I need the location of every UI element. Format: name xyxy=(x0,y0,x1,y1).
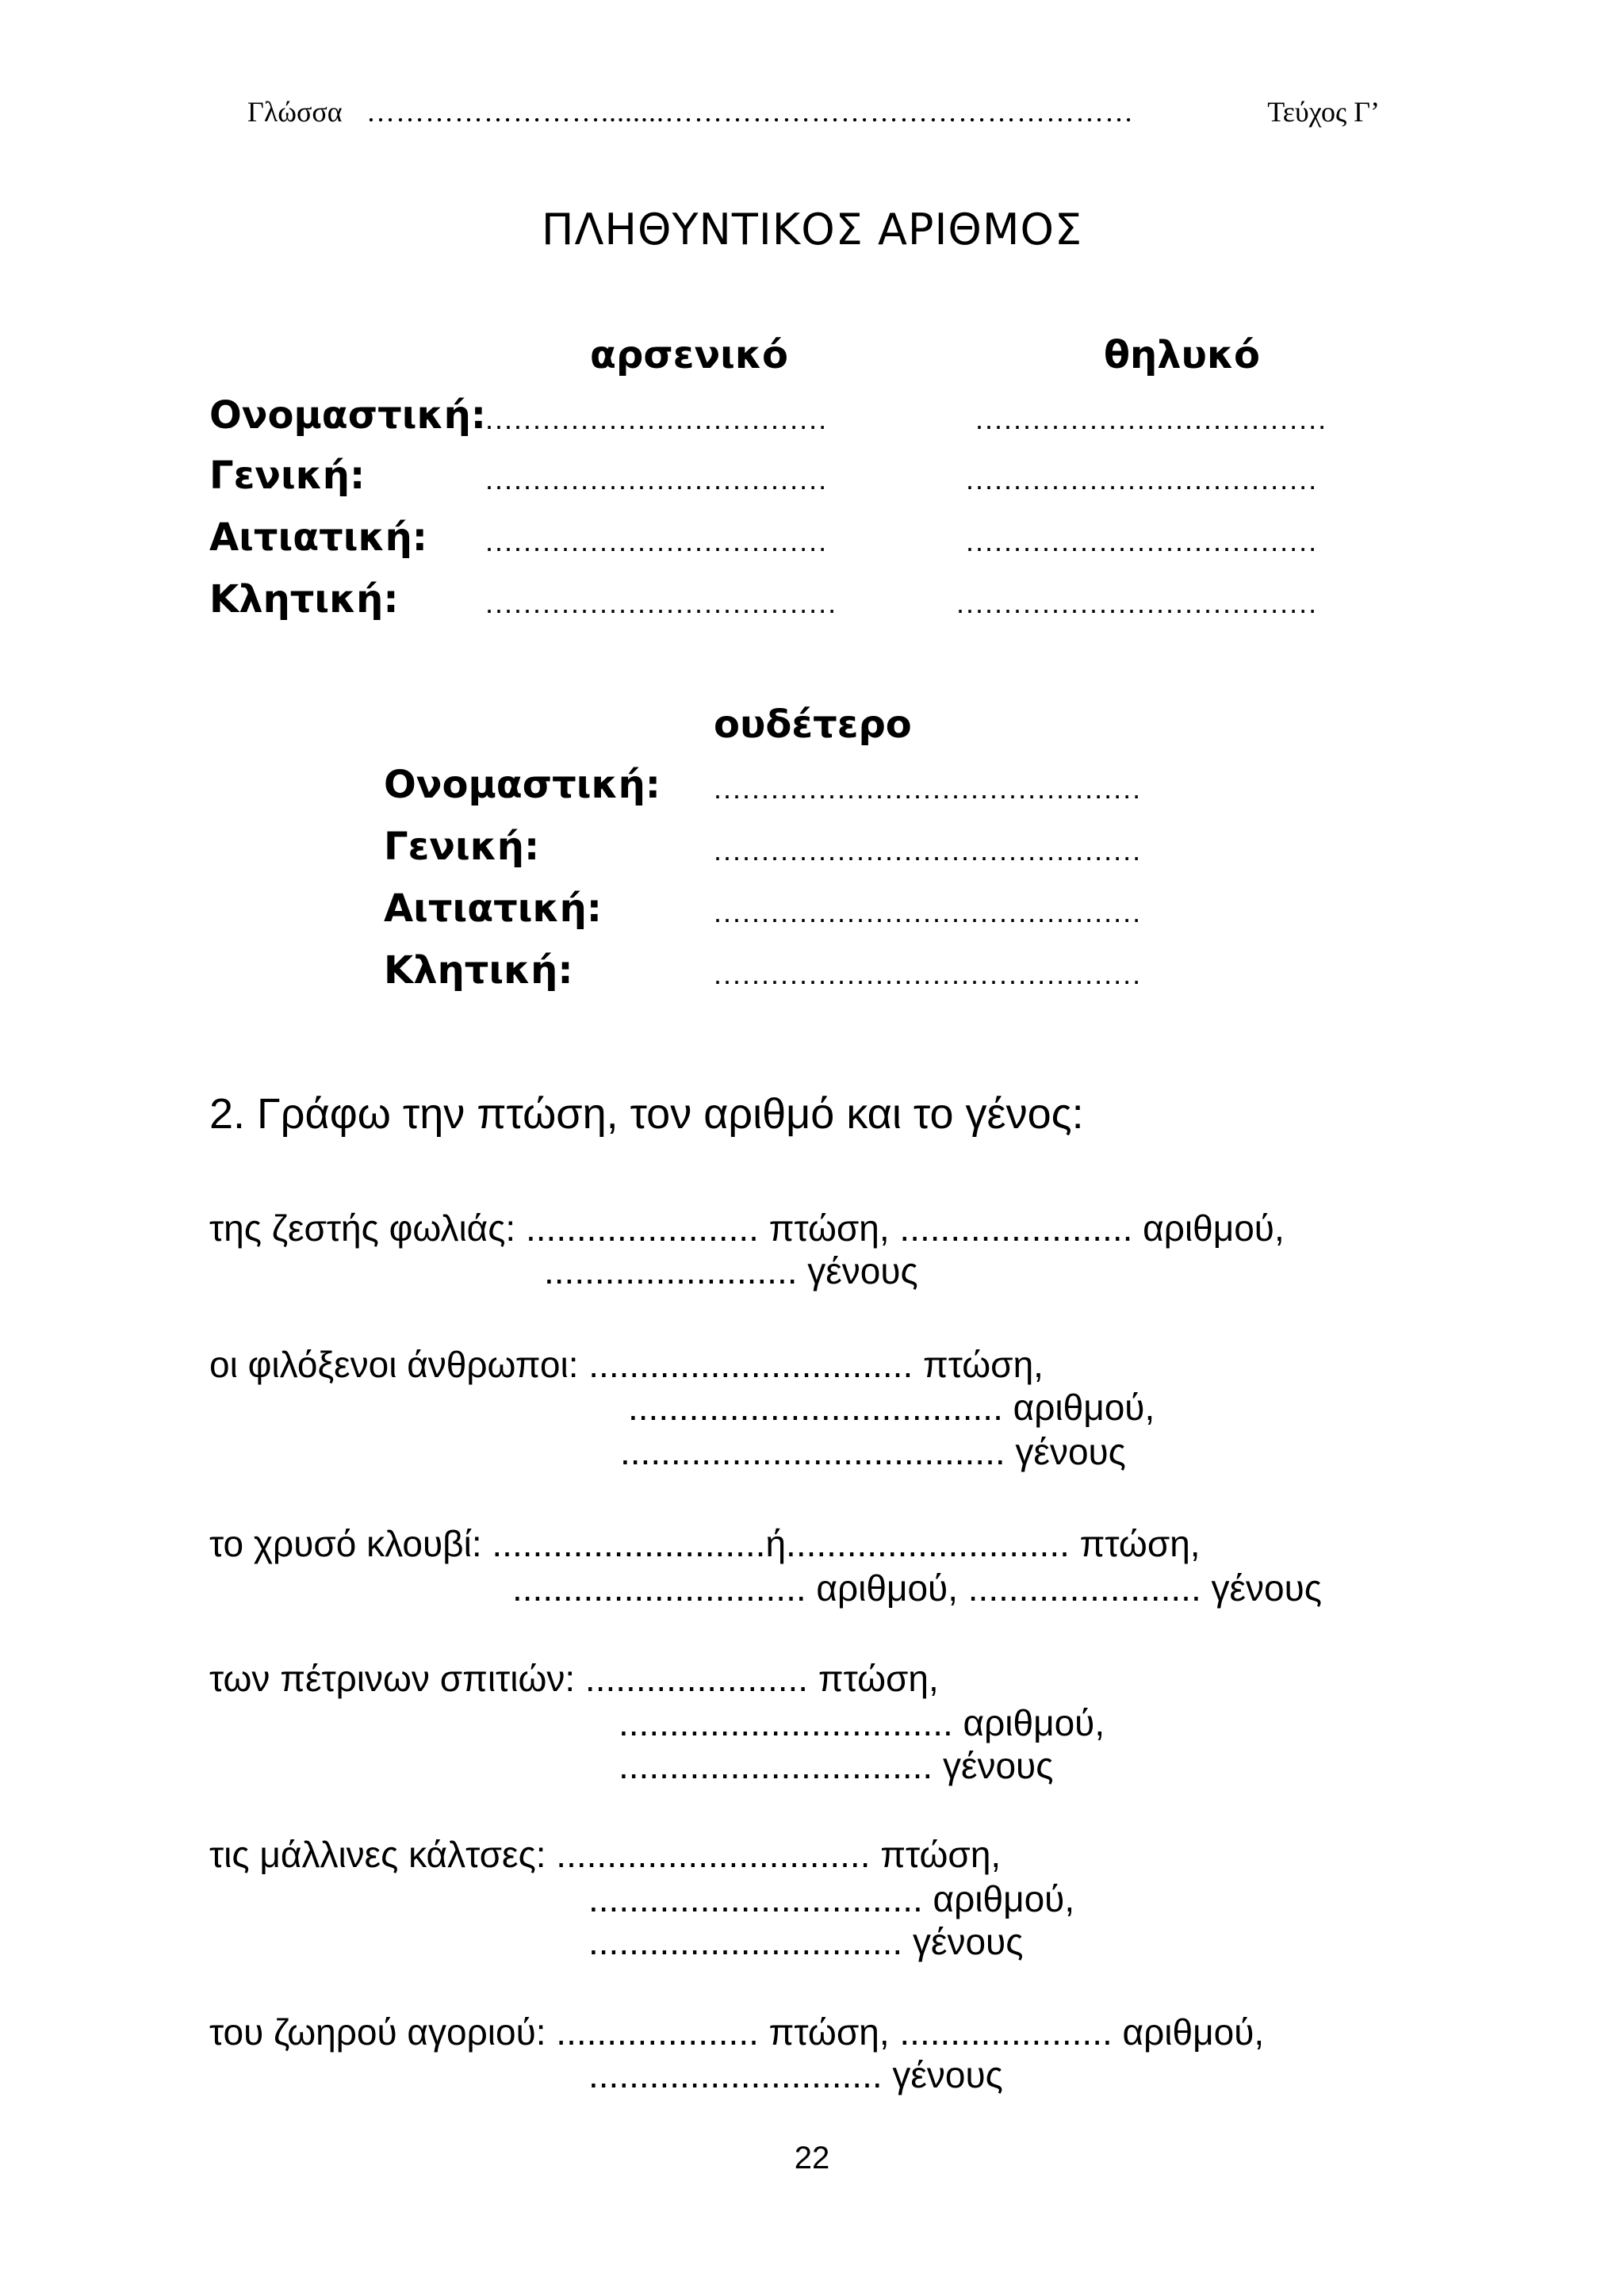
exercise-item-line[interactable]: ................................. αριθμού, xyxy=(588,1878,1075,1919)
exercise-item-line[interactable]: του ζωηρού αγοριού: .................... πτώση, ..................... αριθμού, xyxy=(209,2011,1265,2053)
exercise-item-line[interactable]: ..................................... αριθμού, xyxy=(628,1387,1155,1428)
exercise-item-line[interactable]: το χρυσό κλουβί: ...........................ή............................ πτώση, xyxy=(209,1523,1201,1564)
blank-neuter-accusative[interactable]: ............................................. xyxy=(714,896,1143,928)
exercise-item-line[interactable]: των πέτρινων σπιτιών: ...................... πτώση, xyxy=(209,1658,939,1699)
blank-masculine-nominative[interactable]: .................................... xyxy=(485,403,829,435)
case-label-genitive: Γενική: xyxy=(209,453,366,498)
blank-feminine-nominative[interactable]: ..................................... xyxy=(975,403,1328,435)
blank-masculine-vocative[interactable]: ..................................... xyxy=(485,587,838,619)
page-title: ΠΛΗΘΥΝΤΙΚΟΣ ΑΡΙΘΜΟΣ xyxy=(541,205,1083,254)
blank-feminine-genitive[interactable]: ..................................... xyxy=(966,463,1319,496)
exercise-item-line[interactable]: ............................. αριθμού, ....................... γένους xyxy=(512,1567,1322,1609)
blank-neuter-nominative[interactable]: ............................................. xyxy=(714,772,1143,805)
column-header-neuter: ουδέτερο xyxy=(714,702,912,747)
exercise-item-line[interactable]: της ζεστής φωλιάς: ....................... πτώση, ....................... αριθμού, xyxy=(209,1207,1285,1249)
case-label-accusative: Αιτιατική: xyxy=(209,515,427,560)
header-leader-dots: ……………………........………………………………………… xyxy=(366,96,1134,128)
exercise-item-line[interactable]: ............................... γένους xyxy=(619,1745,1054,1786)
exercise-item-line[interactable]: ................................. αριθμού, xyxy=(619,1702,1105,1743)
page-number: 22 xyxy=(794,2141,830,2175)
header-issue: Τεύχος Γ’ xyxy=(1267,96,1380,128)
case-label-genitive: Γενική: xyxy=(384,825,540,869)
case-label-vocative: Κλητική: xyxy=(209,577,399,622)
header-subject: Γλώσσα xyxy=(247,96,343,128)
exercise-item-line[interactable]: ............................. γένους xyxy=(588,2054,1003,2095)
exercise-item-line[interactable]: ...................................... γένους xyxy=(620,1431,1126,1472)
case-label-accusative: Αιτιατική: xyxy=(384,886,602,931)
blank-feminine-vocative[interactable]: ...................................... xyxy=(956,587,1319,619)
blank-neuter-vocative[interactable]: ............................................. xyxy=(714,958,1143,990)
blank-feminine-accusative[interactable]: ..................................... xyxy=(966,525,1319,557)
exercise-item-line[interactable]: τις μάλλινες κάλτσες: ............................... πτώση, xyxy=(209,1834,1002,1875)
column-header-feminine: θηλυκό xyxy=(1104,333,1261,377)
blank-masculine-accusative[interactable]: .................................... xyxy=(485,525,829,557)
exercise-title: 2. Γράφω την πτώση, τον αριθμό και το γένος: xyxy=(209,1090,1084,1138)
exercise-item-line[interactable]: ............................... γένους xyxy=(588,1921,1024,1962)
exercise-item-line[interactable]: οι φιλόξενοι άνθρωποι: ................................ πτώση, xyxy=(209,1344,1044,1385)
blank-neuter-genitive[interactable]: ............................................. xyxy=(714,834,1143,867)
column-header-masculine: αρσενικό xyxy=(590,333,788,377)
case-label-nominative: Ονομαστική: xyxy=(209,393,486,438)
blank-masculine-genitive[interactable]: .................................... xyxy=(485,463,829,496)
exercise-item-line[interactable]: ......................... γένους xyxy=(544,1250,918,1292)
case-label-vocative: Κλητική: xyxy=(384,948,573,993)
case-label-nominative: Ονομαστική: xyxy=(384,763,661,807)
